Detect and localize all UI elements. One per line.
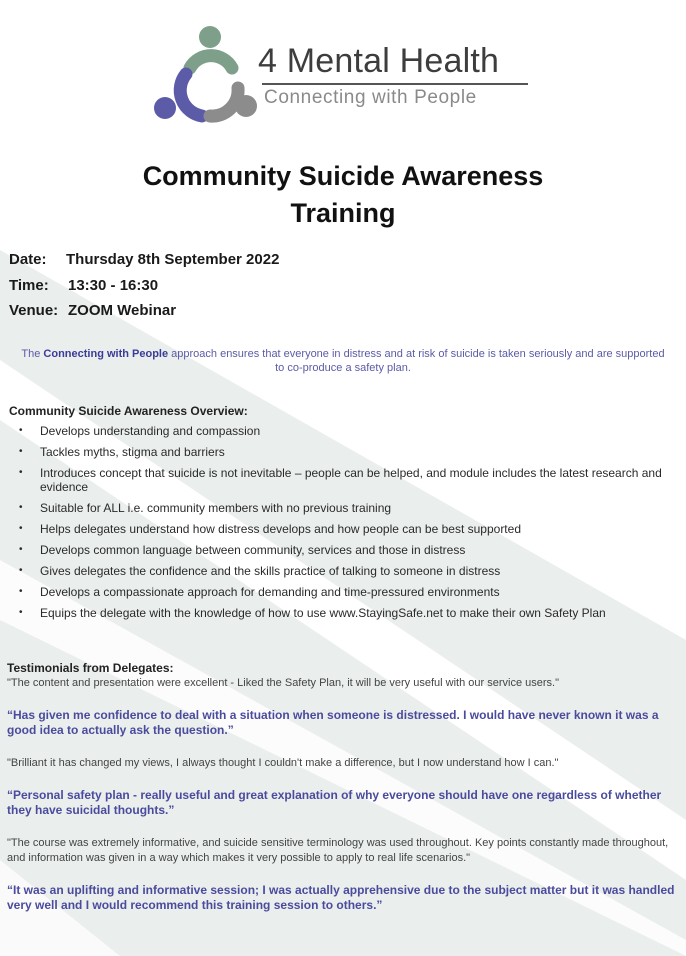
list-item [18, 564, 678, 578]
logo-mark-icon [152, 24, 262, 128]
date-row [9, 250, 279, 276]
list-item-text: Introduces concept that suicide is not inevitable – people can be helped, and module includes the latest research and evidence [40, 466, 662, 494]
list-item [18, 501, 678, 515]
list-item [18, 424, 678, 438]
list-item-text: Equips the delegate with the knowledge of how to use www.StayingSafe.net to make their own Safety Plan [40, 606, 606, 620]
brand-tagline: Connecting with People [264, 87, 477, 108]
testimonials-heading: Testimonials from Delegates: [7, 661, 174, 675]
list-item-text: Develops common language between community, services and those in distress [40, 543, 466, 557]
title-line-1: Community Suicide Awareness [142, 161, 544, 191]
time-row [9, 276, 279, 302]
bullet: • [19, 425, 23, 436]
list-item [18, 466, 678, 494]
list-item [18, 445, 678, 459]
bullet: • [19, 544, 23, 555]
list-item-text: Develops understanding and compassion [40, 424, 261, 438]
list-item-text: Tackles myths, stigma and barriers [40, 445, 225, 459]
list-item [18, 522, 678, 536]
testimonial-quote: "Brilliant it has changed my views, I always thought I couldn't make a difference, but I now understand how I can." [7, 757, 559, 769]
brand-name: 4 Mental Health [258, 42, 500, 80]
time-value: 13:30 - 16:30 [68, 276, 159, 294]
bullet: • [19, 467, 23, 478]
date-label: Date: [9, 251, 47, 268]
list-item-text: Suitable for ALL i.e. community members with no previous training [40, 501, 392, 515]
venue-row [9, 301, 279, 327]
intro-suffix: approach ensures that everyone in distress and at risk of suicide is taken seriously and are supported to co-produce a safety plan. [168, 348, 665, 374]
intro-prefix: The [21, 348, 44, 360]
date-value: Thursday 8th September 2022 [66, 251, 280, 268]
list-item [18, 585, 678, 599]
testimonial-quote-highlight: “Has given me confidence to deal with a situation when someone is distressed. I would have never known it was a good idea to actually ask the question.” [7, 708, 659, 737]
testimonial-quote-highlight: “Personal safety plan - really useful and great explanation of why everyone should have one regardless of whether they have suicidal thoughts.” [7, 788, 662, 817]
intro-highlight: Connecting with People [43, 348, 169, 360]
venue-label: Venue: [9, 302, 59, 319]
brand-divider [262, 83, 528, 85]
list-item [18, 606, 678, 620]
venue-value: ZOOM Webinar [68, 302, 177, 319]
intro-text [20, 347, 666, 375]
list-item-text: Helps delegates understand how distress develops and how people can be best supported [40, 522, 521, 536]
list-item-text: Gives delegates the confidence and the skills practice of talking to someone in distress [40, 564, 501, 578]
title-line-2: Training [290, 198, 396, 228]
time-label: Time: [9, 276, 49, 294]
event-details [9, 250, 279, 327]
bullet: • [19, 523, 23, 534]
list-item-text: Develops a compassionate approach for demanding and time-pressured environments [40, 585, 500, 599]
overview-heading: Community Suicide Awareness Overview: [9, 404, 248, 418]
bullet: • [19, 565, 23, 576]
bullet: • [19, 502, 23, 513]
logo [152, 24, 532, 128]
bullet: • [19, 446, 23, 457]
page-title [0, 158, 686, 232]
bullet: • [19, 586, 23, 597]
testimonial-quote: "The content and presentation were excellent - Liked the Safety Plan, it will be very useful with our service users." [7, 677, 559, 689]
bullet: • [19, 607, 23, 618]
testimonial-quote: "The course was extremely informative, and suicide sensitive terminology was used throughout. Key points constantly made throughout, and information was given in a way which makes it very possible to apply to real life scenarios." [7, 837, 669, 864]
testimonials-list [7, 676, 679, 931]
overview-list [18, 424, 678, 627]
testimonial-quote-highlight: “It was an uplifting and informative session; I was actually apprehensive due to the subject matter but it was handled very well and I would recommend this training session to others.” [7, 883, 675, 912]
list-item [18, 543, 678, 557]
